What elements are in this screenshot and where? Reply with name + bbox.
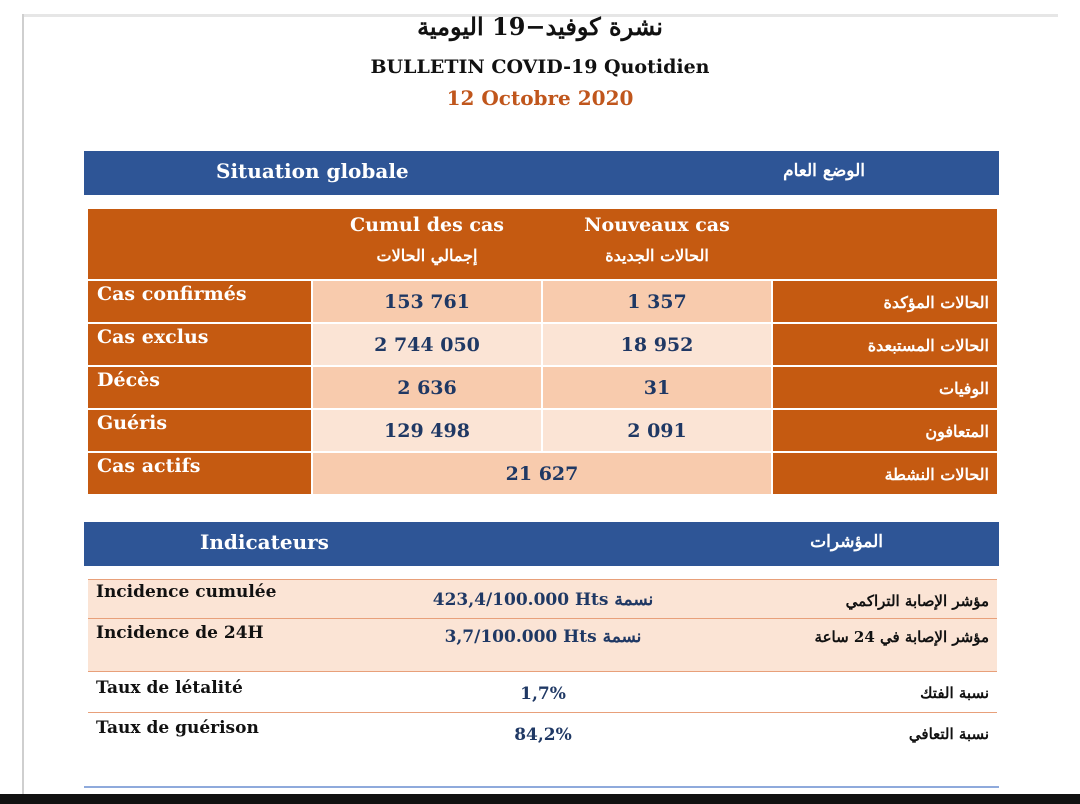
row-label-fr: Décès	[88, 367, 311, 408]
indicator-label-fr: Taux de guérison	[96, 718, 259, 738]
indicator-value: 84,2%	[514, 725, 572, 745]
nouveaux-value: 31	[543, 367, 771, 408]
row-label-fr: Guéris	[88, 410, 311, 451]
table-bottom-rule	[84, 786, 999, 788]
cumul-value: 129 498	[313, 410, 541, 451]
row-label-ar: الحالات المؤكدة	[773, 281, 997, 322]
column-header-cumul	[313, 211, 541, 273]
row-label-ar: المتعافون	[773, 410, 997, 451]
indicator-label-ar: نسبة التعافي	[908, 725, 989, 743]
situation-section-header	[84, 151, 999, 195]
indicator-value: 423,4/100.000 Hts نسمة	[432, 590, 654, 610]
table-row	[88, 408, 997, 451]
situation-table	[88, 209, 997, 494]
nouveaux-value: 2 091	[543, 410, 771, 451]
column-header-label-fr: Nouveaux cas	[584, 214, 730, 236]
column-header-nouveaux	[543, 211, 771, 273]
table-row	[88, 279, 997, 322]
page-edge	[22, 14, 24, 794]
indicators-heading-fr: Indicateurs	[200, 530, 329, 554]
table-row	[88, 451, 997, 494]
active-cases-value: 21 627	[313, 453, 771, 494]
indicator-label-ar: مؤشر الإصابة التراكمي	[845, 592, 989, 610]
row-label-ar: الوفيات	[773, 367, 997, 408]
indicator-label-fr: Taux de létalité	[96, 678, 243, 698]
column-header-label-ar: إجمالي الحالات	[376, 246, 478, 265]
indicators-section-header	[84, 522, 999, 566]
table-row	[88, 365, 997, 408]
indicator-label-fr: Incidence cumulée	[96, 582, 277, 602]
indicator-row	[88, 618, 997, 671]
indicator-row	[88, 579, 997, 618]
indicator-row	[88, 712, 997, 753]
indicator-value: 3,7/100.000 Hts نسمة	[444, 627, 642, 647]
bulletin-date: 12 Octobre 2020	[446, 86, 634, 110]
row-label-fr: Cas confirmés	[88, 281, 311, 322]
indicator-value: 1,7%	[520, 684, 566, 704]
table-header-row	[88, 209, 997, 279]
bulletin-title-arabic: نشرة كوفيد−19 اليومية	[417, 12, 663, 41]
indicators-table	[88, 579, 997, 753]
column-header-label-ar: الحالات الجديدة	[605, 246, 709, 265]
screen-bottom-bar	[0, 794, 1080, 804]
row-label-fr: Cas exclus	[88, 324, 311, 365]
indicators-heading-ar: المؤشرات	[810, 532, 883, 552]
indicator-label-fr: Incidence de 24H	[96, 623, 264, 643]
bulletin-title-french: BULLETIN COVID-19 Quotidien	[370, 56, 710, 78]
nouveaux-value: 1 357	[543, 281, 771, 322]
table-row	[88, 322, 997, 365]
column-header-label-fr: Cumul des cas	[350, 214, 504, 236]
situation-heading-ar: الوضع العام	[783, 161, 865, 181]
row-label-fr: Cas actifs	[88, 453, 311, 494]
row-label-ar: الحالات النشطة	[773, 453, 997, 494]
indicator-row	[88, 671, 997, 712]
indicator-label-ar: مؤشر الإصابة في 24 ساعة	[814, 628, 989, 646]
cumul-value: 2 636	[313, 367, 541, 408]
nouveaux-value: 18 952	[543, 324, 771, 365]
cumul-value: 2 744 050	[313, 324, 541, 365]
cumul-value: 153 761	[313, 281, 541, 322]
indicator-label-ar: نسبة الفتك	[920, 684, 989, 702]
row-label-ar: الحالات المستبعدة	[773, 324, 997, 365]
situation-heading-fr: Situation globale	[216, 159, 409, 183]
